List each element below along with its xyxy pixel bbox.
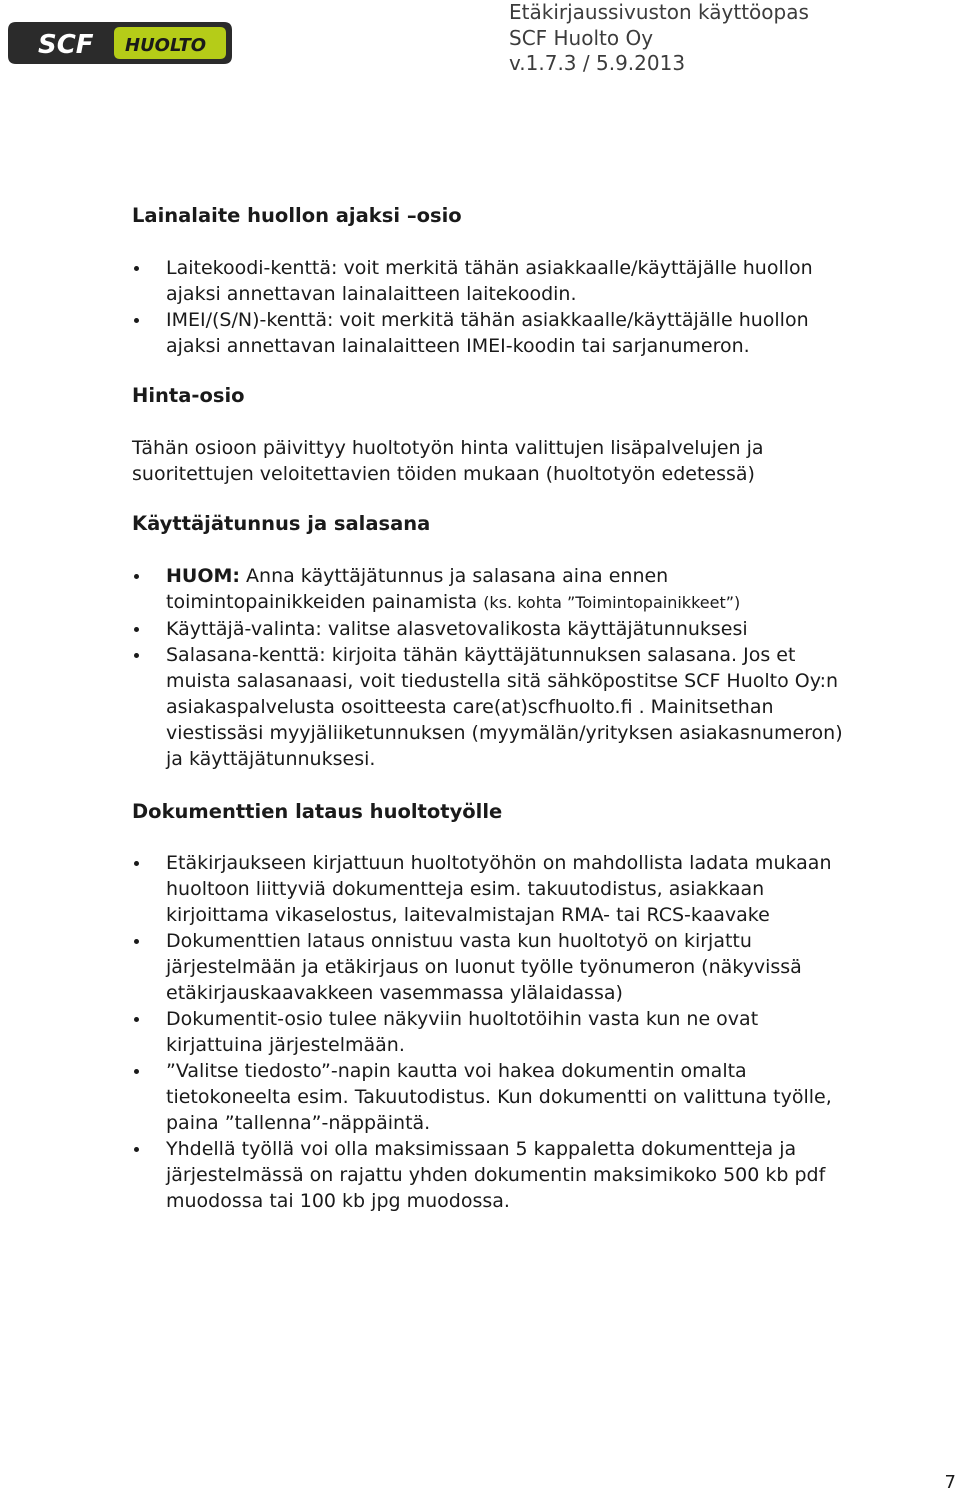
heading-lainalaite: Lainalaite huollon ajaksi –osio <box>132 204 462 227</box>
list-item <box>132 1058 942 1136</box>
paragraph-line: suoritettujen veloitettavien töiden mukaan (huoltotyön edetessä) <box>132 463 755 485</box>
list-item-line: kirjattuina järjestelmään. <box>166 1034 405 1056</box>
note-label: HUOM: <box>166 565 240 587</box>
list-item <box>132 307 942 359</box>
list-item <box>132 928 942 1006</box>
paragraph-line: Tähän osioon päivittyy huoltotyön hinta valittujen lisäpalvelujen ja <box>132 437 764 459</box>
list-item-text: Anna käyttäjätunnus ja salasana aina ennen <box>240 565 669 587</box>
list-item-line: Dokumentit-osio tulee näkyviin huoltotöihin vasta kun ne ovat <box>166 1008 759 1030</box>
list-item-line: Laitekoodi-kenttä: voit merkitä tähän asiakkaalle/käyttäjälle huollon <box>166 257 813 279</box>
list-item <box>132 563 942 616</box>
list-item <box>132 1136 942 1214</box>
logo-brand: SCF <box>38 30 94 60</box>
list-item-line: ajaksi annettavan lainalaitteen laitekoodin. <box>166 283 577 305</box>
list-kayttajatunnus <box>132 563 942 772</box>
list-item-line: Etäkirjaukseen kirjattuun huoltotyöhön on mahdollista ladata mukaan <box>166 852 832 874</box>
list-item-line: ja käyttäjätunnuksesi. <box>166 748 376 770</box>
list-item-line: paina ”tallenna”-näppäintä. <box>166 1112 431 1134</box>
scf-huolto-logo <box>8 22 232 64</box>
logo-sub-brand: HUOLTO <box>125 35 207 56</box>
list-item-line: etäkirjauskaavakkeen vasemmassa ylälaidassa) <box>166 982 623 1004</box>
doc-title: Etäkirjaussivuston käyttöopas <box>509 0 809 24</box>
list-item-line: muodossa tai 100 kb jpg muodossa. <box>166 1190 510 1212</box>
cross-reference: (ks. kohta ”Toimintopainikkeet”) <box>483 593 741 612</box>
list-item-text: toimintopainikkeiden painamista <box>166 591 484 613</box>
list-item-line: Yhdellä työllä voi olla maksimissaan 5 kappaletta dokumentteja ja <box>166 1138 797 1160</box>
list-dokumentit <box>132 850 942 1214</box>
header-info <box>509 0 809 77</box>
list-item-line: muista salasanaasi, voit tiedustella sitä sähköpostitse SCF Huolto Oy:n <box>166 670 839 692</box>
list-item <box>132 616 942 642</box>
heading-kayttajatunnus: Käyttäjätunnus ja salasana <box>132 512 431 535</box>
list-item-line: Dokumenttien lataus onnistuu vasta kun huoltotyö on kirjattu <box>166 930 752 952</box>
list-item-line: IMEI/(S/N)-kenttä: voit merkitä tähän asiakkaalle/käyttäjälle huollon <box>166 309 809 331</box>
list-item <box>132 642 942 772</box>
page-number: 7 <box>944 1472 956 1493</box>
document-body <box>132 203 942 1214</box>
list-item-line: kirjoittama vikaselostus, laitevalmistajan RMA- tai RCS-kaavake <box>166 904 770 926</box>
list-item-line: järjestelmään ja etäkirjaus on luonut työlle työnumeron (näkyvissä <box>166 956 802 978</box>
list-item-line: järjestelmässä on rajattu yhden dokumentin maksimikoko 500 kb pdf <box>166 1164 826 1186</box>
company-name: SCF Huolto Oy <box>509 25 654 50</box>
list-item-line: asiakaspalvelusta osoitteesta care(at)scfhuolto.fi . Mainitsethan <box>166 696 774 718</box>
list-item-line: ”Valitse tiedosto”-napin kautta voi hakea dokumentin omalta <box>166 1060 747 1082</box>
list-lainalaite <box>132 255 942 359</box>
doc-version: v.1.7.3 / 5.9.2013 <box>509 51 686 75</box>
list-item-line: Käyttäjä-valinta: valitse alasvetovalikosta käyttäjätunnuksesi <box>166 618 748 640</box>
list-item-line: huoltoon liittyviä dokumentteja esim. takuutodistus, asiakkaan <box>166 878 765 900</box>
list-item-line: ajaksi annettavan lainalaitteen IMEI-koodin tai sarjanumeron. <box>166 335 750 357</box>
list-item <box>132 850 942 928</box>
heading-hinta: Hinta-osio <box>132 384 245 407</box>
heading-dokumentit: Dokumenttien lataus huoltotyölle <box>132 800 503 823</box>
paragraph-hinta <box>132 435 942 487</box>
list-item-line: viestissäsi myyjäliiketunnuksen (myymälän/yrityksen asiakasnumeron) <box>166 722 843 744</box>
list-item-line: tietokoneelta esim. Takuutodistus. Kun dokumentti on valittuna työlle, <box>166 1086 832 1108</box>
list-item <box>132 1006 942 1058</box>
list-item-line: Salasana-kenttä: kirjoita tähän käyttäjätunnuksen salasana. Jos et <box>166 644 796 666</box>
list-item <box>132 255 942 307</box>
